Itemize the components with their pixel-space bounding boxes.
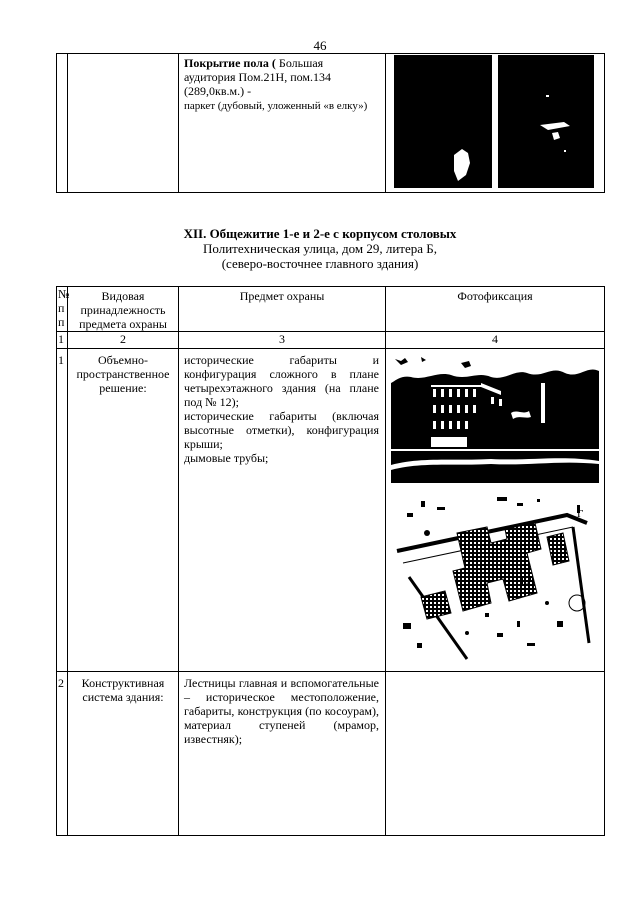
section-note: (северо-восточнее главного здания)	[221, 256, 419, 271]
cont-cell-1	[57, 54, 68, 193]
floor-photo	[394, 55, 599, 188]
section-heading: XII. Общежитие 1-е и 2-е с корпусом столовых	[183, 226, 457, 241]
header-subject: Предмет охраны	[179, 287, 386, 332]
map-building-label: 12	[519, 573, 532, 588]
floor-covering-material: паркет (дубовый, уложенный «в елку»)	[184, 100, 368, 112]
floor-covering-cell	[179, 54, 386, 193]
col-number-2: 2	[68, 332, 179, 349]
row-1-num: 1	[57, 349, 68, 672]
cont-cell-2	[68, 54, 179, 193]
row-2-type: Конструктивная система здания:	[68, 672, 179, 836]
col-number-1: 1	[57, 332, 68, 349]
header-type: Видовая принадлежность предмета охраны	[68, 287, 179, 332]
row-1-type: Объемно-пространственное решение:	[68, 349, 179, 672]
col-number-4: 4	[386, 332, 605, 349]
floor-photo-cell	[386, 54, 605, 193]
floor-covering-title-rest: Большая	[275, 56, 324, 70]
row-1-text-2: исторические габариты (включая высотные отметки), конфигурация крыши;	[184, 409, 379, 451]
row-2-subject	[179, 672, 386, 836]
page-number: 46	[313, 38, 327, 53]
floor-covering-room: аудитория Пом.21Н, пом.134	[184, 70, 331, 84]
row-1-text-3: дымовые трубы;	[184, 451, 269, 465]
floor-covering-area: (289,0кв.м.) -	[184, 84, 252, 98]
row-1-subject	[179, 349, 386, 672]
header-num: № п п	[57, 287, 68, 332]
row-2-num: 2	[57, 672, 68, 836]
building-photo	[391, 353, 599, 483]
row-1-text-1: исторические габариты и конфигурация сложного в плане четырехэтажного здания (на плане под № 12);	[184, 353, 379, 409]
continuation-table	[56, 53, 605, 193]
section-address: Политехническая улица, дом 29, литера Б,	[203, 241, 437, 256]
site-plan-map	[397, 493, 597, 663]
map-corner-label: Г	[577, 508, 584, 520]
floor-covering-title: Покрытие пола (	[184, 56, 276, 70]
header-photo: Фотофиксация	[386, 287, 605, 332]
col-number-3: 3	[179, 332, 386, 349]
row-2-text-1: Лестницы главная и вспомогательные – историческое местоположение, габариты, конструкция (по косоурам), материал ступеней (мрамор, известняк);	[184, 676, 379, 746]
row-2-photo-cell	[386, 672, 605, 836]
